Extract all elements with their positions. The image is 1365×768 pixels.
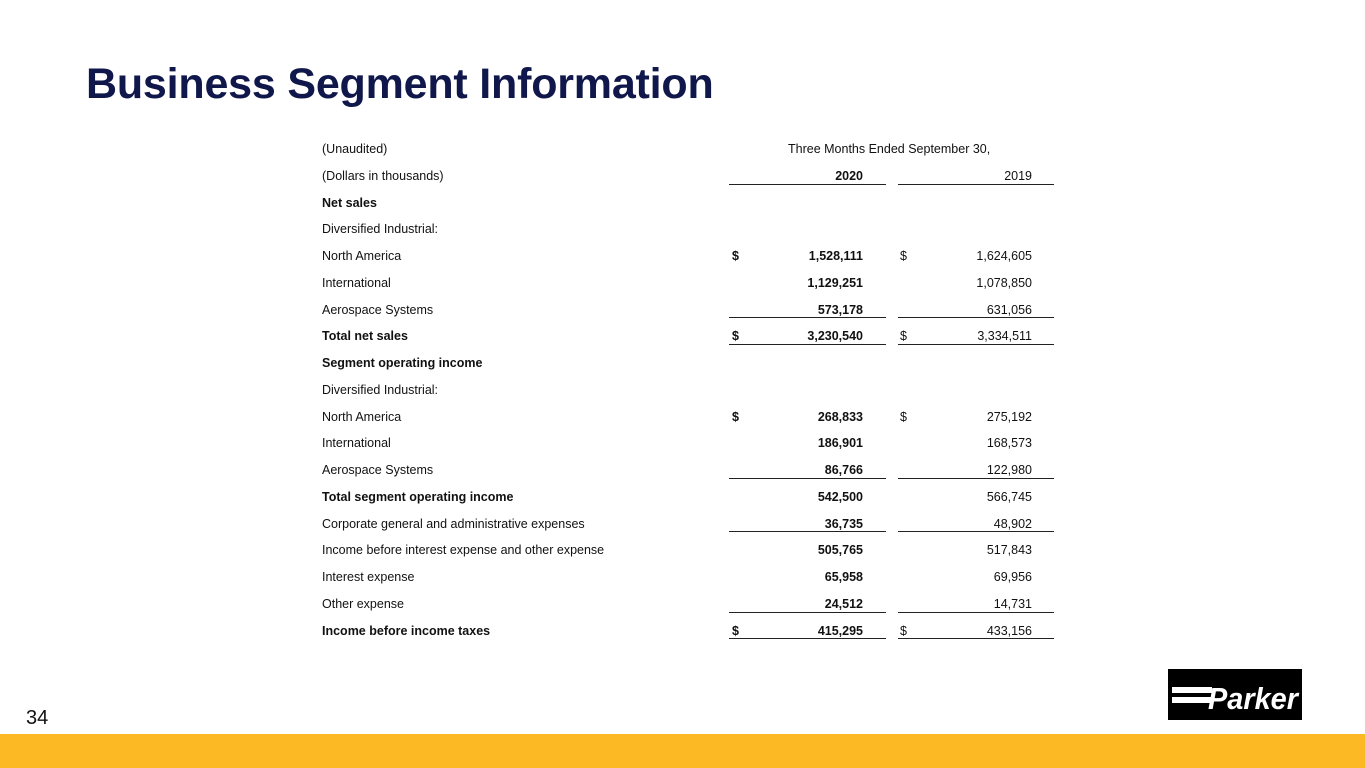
table-row: [322, 482, 1062, 509]
row-label: North America: [322, 409, 402, 424]
header-underline-2020: [729, 184, 886, 185]
currency-symbol: $: [732, 409, 739, 424]
total-underline-2019: [898, 344, 1054, 345]
value-2020: 505,765: [817, 543, 863, 558]
table-header-row-2: [322, 161, 1062, 188]
value-2020: 86,766: [824, 463, 863, 477]
table-row: [322, 428, 1062, 455]
currency-symbol: $: [900, 249, 907, 263]
row-label: Corporate general and administrative expenses: [322, 516, 585, 531]
table-row: [322, 295, 1062, 322]
value-2020: 415,295: [817, 623, 863, 638]
section-heading-row: [322, 188, 1062, 215]
year-2020-header: 2020: [835, 168, 863, 183]
period-header: Three Months Ended September 30,: [788, 142, 991, 156]
subtotal-underline-2020: [729, 478, 886, 479]
table-row: [322, 402, 1062, 429]
value-2019: 14,731: [993, 596, 1032, 611]
year-2019-header: 2019: [1004, 168, 1032, 183]
footer-bar: [0, 734, 1365, 768]
subtotal-underline-2019: [898, 317, 1054, 318]
subheading-row: [322, 214, 1062, 241]
row-label: Aerospace Systems: [322, 463, 434, 477]
value-2019: 3,334,511: [977, 329, 1032, 344]
total-underline-2019: [898, 638, 1054, 639]
currency-symbol: $: [732, 623, 739, 638]
value-2020: 542,500: [817, 489, 863, 504]
table-header-row-1: [322, 134, 1062, 161]
table-row: [322, 535, 1062, 562]
value-2020: 1,528,111: [808, 249, 863, 263]
row-label: Other expense: [322, 596, 404, 611]
value-2019: 631,056: [986, 302, 1032, 317]
value-2019: 433,156: [986, 623, 1032, 638]
units-label: (Dollars in thousands): [322, 168, 444, 183]
segment-table: [322, 134, 1062, 642]
table-row: [322, 455, 1062, 482]
value-2020: 36,735: [824, 516, 863, 531]
unaudited-label: (Unaudited): [322, 142, 388, 156]
value-2019: 1,624,605: [976, 249, 1032, 263]
header-underline-2019: [898, 184, 1054, 185]
parker-logo: [1168, 669, 1302, 720]
page-number: 34: [26, 707, 49, 729]
subtotal-underline-2019: [898, 612, 1054, 613]
value-2020: 573,178: [817, 302, 863, 317]
section-heading-row: [322, 348, 1062, 375]
subtotal-underline-2019: [898, 478, 1054, 479]
table-row: [322, 589, 1062, 616]
table-row: [322, 268, 1062, 295]
subtotal-underline-2020: [729, 531, 886, 532]
subheading-row: [322, 375, 1062, 402]
table-row: [322, 509, 1062, 536]
currency-symbol: $: [900, 409, 907, 424]
value-2019: 517,843: [986, 543, 1032, 558]
value-2019: 275,192: [986, 409, 1032, 424]
net-sales-heading: Net sales: [322, 195, 377, 210]
row-label: Total net sales: [322, 329, 408, 344]
slide-title: Business Segment Information: [86, 60, 714, 108]
table-row: [322, 562, 1062, 589]
value-2020: 268,833: [817, 409, 863, 424]
diversified-industrial-label: Diversified Industrial:: [322, 222, 439, 237]
table-row: [322, 616, 1062, 643]
value-2020: 186,901: [817, 436, 863, 451]
row-label: Income before income taxes: [322, 623, 491, 638]
value-2019: 122,980: [986, 463, 1032, 477]
segment-operating-income-heading: Segment operating income: [322, 356, 483, 370]
value-2020: 3,230,540: [807, 329, 863, 344]
row-label: Income before interest expense and other expense: [322, 543, 605, 558]
value-2019: 69,956: [993, 570, 1032, 584]
value-2019: 48,902: [993, 516, 1032, 531]
parker-logo-text: Parker: [1208, 681, 1300, 716]
row-label: International: [322, 275, 391, 290]
value-2020: 65,958: [824, 570, 863, 584]
currency-symbol: $: [732, 249, 739, 263]
currency-symbol: $: [732, 329, 739, 344]
subtotal-underline-2020: [729, 612, 886, 613]
row-label: International: [322, 436, 391, 451]
table-row: [322, 241, 1062, 268]
row-label: Aerospace Systems: [322, 302, 434, 317]
table-row: [322, 321, 1062, 348]
row-label: North America: [322, 249, 402, 263]
subtotal-underline-2020: [729, 317, 886, 318]
currency-symbol: $: [900, 329, 907, 344]
value-2019: 1,078,850: [976, 275, 1032, 290]
diversified-industrial-label: Diversified Industrial:: [322, 382, 439, 397]
row-label: Total segment operating income: [322, 489, 514, 504]
value-2020: 1,129,251: [807, 275, 863, 290]
total-underline-2020: [729, 638, 886, 639]
currency-symbol: $: [900, 623, 907, 638]
parker-logo-mark: [1168, 669, 1302, 720]
value-2019: 566,745: [986, 489, 1032, 504]
subtotal-underline-2019: [898, 531, 1054, 532]
value-2019: 168,573: [986, 436, 1032, 451]
value-2020: 24,512: [824, 596, 863, 611]
row-label: Interest expense: [322, 570, 415, 584]
total-underline-2020: [729, 344, 886, 345]
